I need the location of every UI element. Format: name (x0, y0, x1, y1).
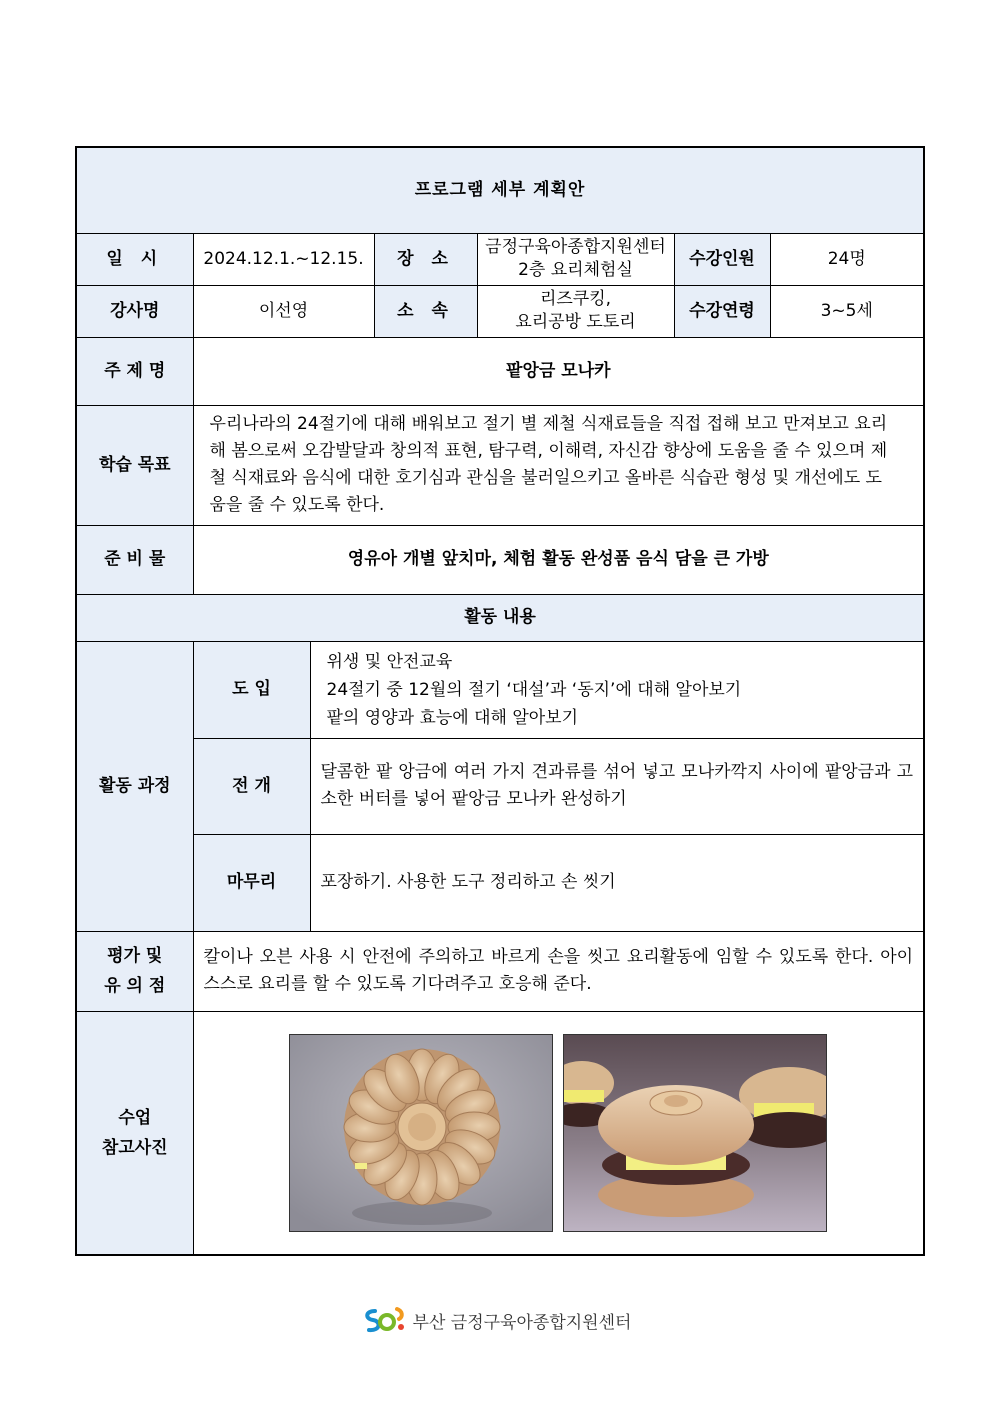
instructor-value: 이선영 (193, 285, 374, 337)
affiliation-label: 소 속 (374, 285, 477, 337)
place-value (477, 233, 674, 285)
age-label: 수강연령 (675, 286, 771, 337)
center-logo-icon (361, 1305, 407, 1335)
program-plan-table (75, 146, 925, 1256)
goal-text: 우리나라의 24절기에 대해 배워보고 절기 별 제철 식재료들을 직접 접해 보고 만져보고 요리해 봄으로써 오감발달과 창의적 표현, 탐구력, 이해력, 자신감 향상에 도움을 줄 수 있으며 제철 식재료와 음식에 대한 호기심과 관심을 불러일으키고 올바른 식습관 형성 및 개선에도 도움을 줄 수 있도록 한다. (193, 405, 924, 525)
affiliation-line2: 요리공방 도토리 (515, 312, 636, 332)
photos-label (76, 1011, 193, 1255)
materials-label: 준 비 물 (76, 525, 193, 594)
evaluation-label-line1: 평가 및 (107, 946, 163, 966)
monaka-photo-side (563, 1034, 827, 1232)
finish-text: 포장하기. 사용한 도구 정리하고 손 씻기 (310, 834, 924, 931)
page-title: 프로그램 세부 계획안 (76, 147, 924, 233)
photos-cell (193, 1011, 924, 1255)
develop-label: 전 개 (193, 738, 310, 834)
photos-label-line1: 수업 (118, 1107, 152, 1128)
place-line2: 2층 요리체험실 (518, 260, 633, 280)
place-label: 장 소 (374, 233, 477, 285)
date-label: 일 시 (76, 233, 193, 285)
footer (0, 1305, 992, 1335)
topic-label: 주 제 명 (76, 337, 193, 405)
intro-line: 24절기 중 12월의 절기 ‘대설’과 ‘동지’에 대해 알아보기 (326, 679, 742, 700)
capacity-label: 수강인원 (675, 234, 771, 285)
capacity-value: 24명 (827, 248, 866, 269)
evaluation-label-line2: 유 의 점 (104, 976, 166, 996)
affiliation-value (477, 285, 674, 337)
affiliation-line1: 리즈쿠킹, (539, 289, 612, 309)
age-value: 3~5세 (820, 300, 873, 321)
evaluation-label (76, 931, 193, 1011)
finish-label: 마무리 (193, 834, 310, 931)
photos-label-line2: 참고사진 (101, 1137, 168, 1158)
footer-org-name: 부산 금정구육아종합지원센터 (412, 1312, 632, 1333)
activity-header: 활동 내용 (76, 594, 924, 641)
goal-label: 학습 목표 (76, 405, 193, 525)
intro-label: 도 입 (193, 641, 310, 738)
topic-value: 팥앙금 모나카 (193, 337, 924, 405)
evaluation-text: 칼이나 오븐 사용 시 안전에 주의하고 바르게 손을 씻고 요리활동에 임할 수 있도록 한다. 아이 스스로 요리를 할 수 있도록 기다려주고 호응해 준다. (193, 931, 924, 1011)
instructor-label: 강사명 (76, 285, 193, 337)
age-cell (674, 285, 924, 337)
place-line1: 금정구육아종합지원센터 (485, 237, 666, 257)
materials-value: 영유아 개별 앞치마, 체험 활동 완성품 음식 담을 큰 가방 (193, 525, 924, 594)
develop-text: 달콤한 팥 앙금에 여러 가지 견과류를 섞어 넣고 모나카깍지 사이에 팥앙금과 고소한 버터를 넣어 팥앙금 모나카 완성하기 (310, 738, 924, 834)
date-value: 2024.12.1.~12.15. (193, 233, 374, 285)
capacity-cell (674, 233, 924, 285)
intro-line: 위생 및 안전교육 (326, 651, 453, 672)
intro-line: 팥의 영양과 효능에 대해 알아보기 (326, 707, 579, 728)
intro-content (310, 641, 924, 738)
monaka-photo-top (289, 1034, 553, 1232)
process-label: 활동 과정 (76, 641, 193, 931)
